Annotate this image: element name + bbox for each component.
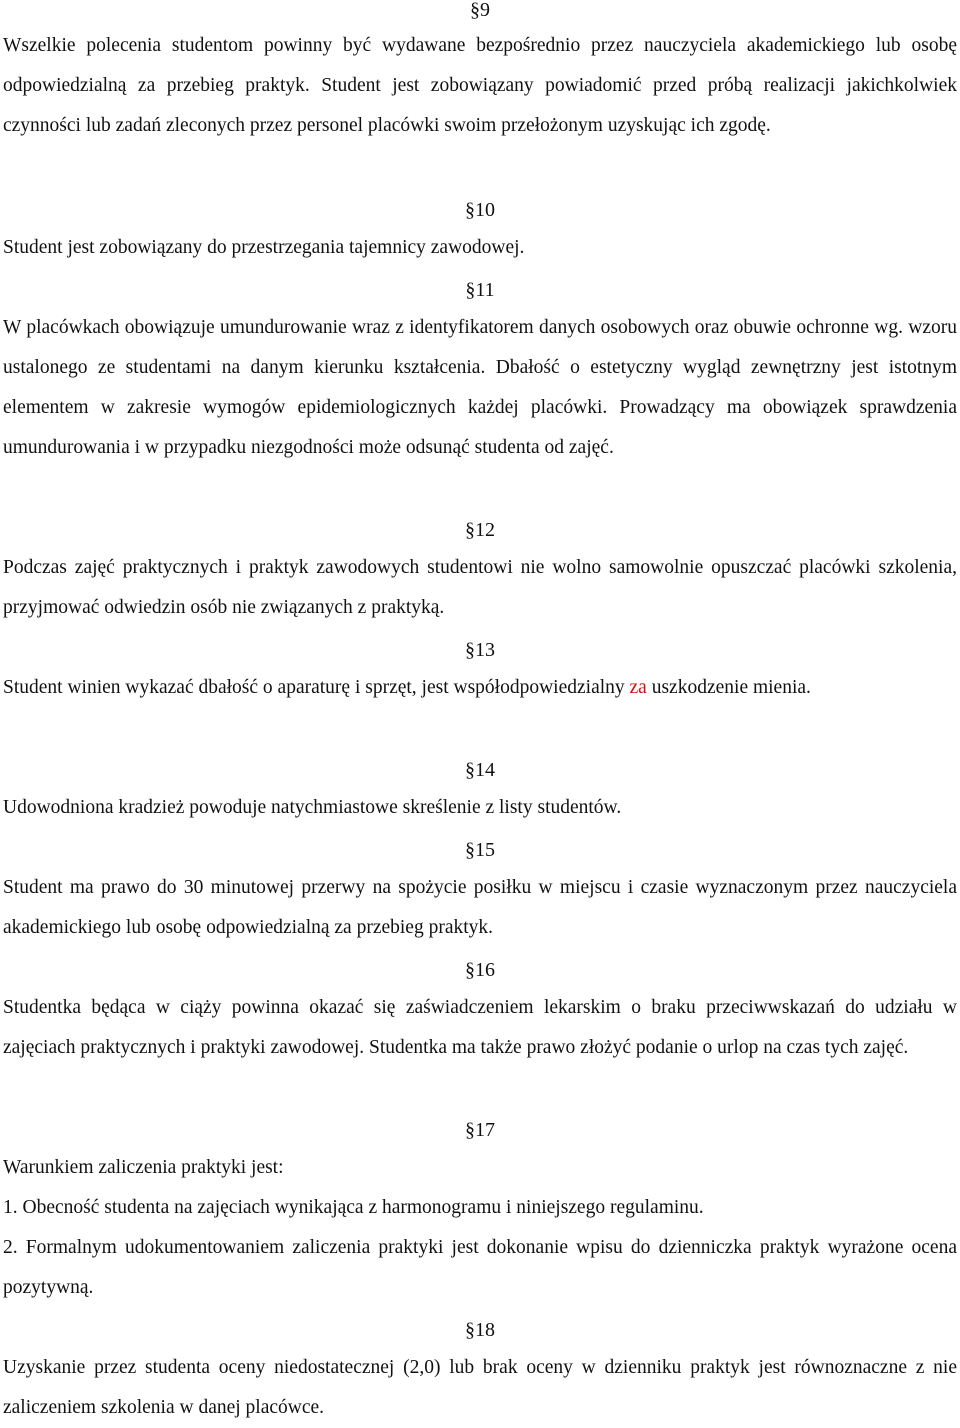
section-13-paragraph <box>3 668 957 708</box>
section-11-heading: §11 <box>465 279 495 301</box>
section-17-item-1: 1. Obecność studenta na zajęciach wynikająca z harmonogramu i niniejszego regulaminu. <box>3 1197 704 1218</box>
section-15-heading: §15 <box>465 839 495 861</box>
section-14-paragraph: Udowodniona kradzież powoduje natychmiastowe skreślenie z listy studentów. <box>3 797 622 818</box>
section-14-heading: §14 <box>465 759 495 781</box>
section-12-heading: §12 <box>465 519 495 541</box>
section-16-paragraph: Studentka będąca w ciąży powinna okazać się zaświadczeniem lekarskim o braku przeciwwskazań do udziału w zajęciach praktycznych i praktyki zawodowej. Studentka ma także prawo złożyć podanie o urlop na czas tych zajęć. <box>3 997 957 1058</box>
section-18-heading: §18 <box>465 1319 495 1341</box>
section-17-heading: §17 <box>465 1119 495 1141</box>
section-13-heading: §13 <box>465 639 495 661</box>
section-16-heading: §16 <box>465 959 495 981</box>
section-18-paragraph: Uzyskanie przez studenta oceny niedostatecznej (2,0) lub brak oceny w dzienniku praktyk jest równoznaczne z nie zaliczeniem szkolenia w danej placówce. <box>3 1357 957 1418</box>
section-15-paragraph: Student ma prawo do 30 minutowej przerwy na spożycie posiłku w miejscu i czasie wyznaczonym przez nauczyciela akademickiego lub osobę odpowiedzialną za przebieg praktyk. <box>3 877 957 938</box>
section-11-paragraph: W placówkach obowiązuje umundurowanie wraz z identyfikatorem danych osobowych oraz obuwie ochronne wg. wzoru ustalonego ze studentami na danym kierunku kształcenia. Dbałość o estetyczny wygląd zewnętrzny jest istotnym elementem w zakresie wymogów epidemiologicznych każdej placówki. Prowadzący ma obowiązek sprawdzenia umundurowania i w przypadku niezgodności może odsunąć studenta od zajęć. <box>3 317 957 458</box>
section-17-item-2: 2. Formalnym udokumentowaniem zaliczenia praktyki jest dokonanie wpisu do dzienniczka praktyk wyrażone ocena pozytywną. <box>3 1237 957 1298</box>
section-13-text-before: Student winien wykazać dbałość o aparaturę i sprzęt, jest współodpowiedzialny <box>3 677 630 698</box>
section-10-paragraph: Student jest zobowiązany do przestrzegania tajemnicy zawodowej. <box>3 237 525 258</box>
section-9-heading: §9 <box>470 0 490 21</box>
section-9-paragraph: Wszelkie polecenia studentom powinny być wydawane bezpośrednio przez nauczyciela akademickiego lub osobę odpowiedzialną za przebieg praktyk. Student jest zobowiązany powiadomić przed próbą realizacji jakichkolwiek czynności lub zadań zleconych przez personel placówki swoim przełożonym uzyskując ich zgodę. <box>3 35 957 136</box>
section-13-highlight: za <box>629 677 647 698</box>
section-10-heading: §10 <box>465 199 495 221</box>
section-17-intro: Warunkiem zaliczenia praktyki jest: <box>3 1157 284 1178</box>
section-12-paragraph: Podczas zajęć praktycznych i praktyk zawodowych studentowi nie wolno samowolnie opuszczać placówki szkolenia, przyjmować odwiedzin osób nie związanych z praktyką. <box>3 557 957 618</box>
section-13-text-after: uszkodzenie mienia. <box>646 677 811 698</box>
